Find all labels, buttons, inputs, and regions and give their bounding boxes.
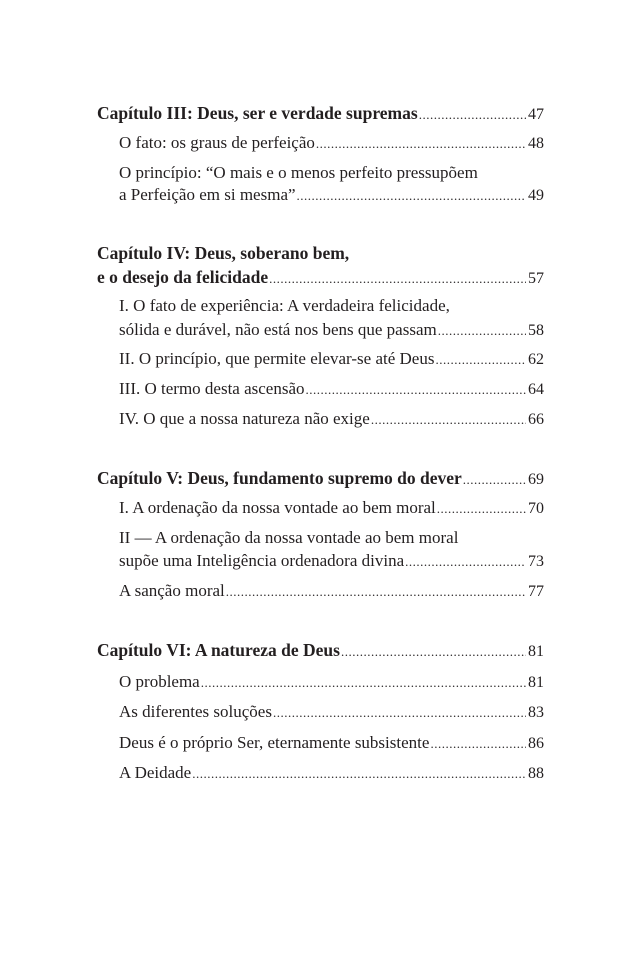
page-number: 73 [528, 553, 544, 570]
chapter-title: e o desejo da felicidade [97, 267, 269, 287]
dot-leader [419, 105, 526, 125]
entry-title: a Perfeição em si mesma” [119, 185, 296, 204]
toc-entry [119, 133, 544, 154]
entry-title-line: I. O fato de experiência: A verdadeira felicidade, [119, 296, 450, 315]
entry-title-line: II — A ordenação da nossa vontade ao bem moral [119, 528, 459, 547]
dot-leader [273, 703, 526, 723]
toc-entry [119, 763, 544, 784]
entry-title: IV. O que a nossa natureza não exige [119, 409, 370, 428]
toc-entry [119, 409, 544, 430]
toc-entry [119, 498, 544, 519]
page-number: 66 [528, 411, 544, 428]
toc-entry [119, 581, 544, 602]
toc-entry [119, 379, 544, 400]
entry-title: O problema [119, 672, 200, 691]
entry-title: Deus é o próprio Ser, eternamente subsistente [119, 733, 430, 752]
dot-leader [435, 350, 526, 370]
dot-leader [306, 380, 526, 400]
page-number: 49 [528, 187, 544, 204]
entry-title: supõe uma Inteligência ordenadora divina [119, 551, 405, 570]
page-number: 47 [528, 106, 544, 123]
page-number: 77 [528, 583, 544, 600]
toc-entry [119, 349, 544, 370]
toc-entry [119, 733, 544, 754]
page-number: 58 [528, 322, 544, 339]
page-number: 81 [528, 643, 544, 660]
chapter-title: Capítulo VI: A natureza de Deus [97, 640, 340, 660]
entry-title: sólida e durável, não está nos bens que passam [119, 320, 437, 339]
entry-title: I. A ordenação da nossa vontade ao bem moral [119, 498, 436, 517]
entry-title-line: O princípio: “O mais e o menos perfeito pressupõem [119, 163, 478, 182]
page-number: 70 [528, 500, 544, 517]
toc-entry [119, 551, 544, 572]
entry-title: II. O princípio, que permite elevar-se até Deus [119, 349, 435, 368]
dot-leader [405, 552, 526, 572]
dot-leader [463, 470, 526, 490]
page-number: 88 [528, 765, 544, 782]
dot-leader [430, 734, 526, 754]
toc-entry [119, 185, 544, 206]
chapter-title-line: Capítulo IV: Deus, soberano bem, [97, 243, 350, 263]
entry-title: III. O termo desta ascensão [119, 379, 305, 398]
page-number: 83 [528, 704, 544, 721]
dot-leader [269, 269, 526, 289]
toc-chapter-heading [97, 267, 544, 289]
dot-leader [437, 499, 526, 519]
page-number: 64 [528, 381, 544, 398]
entry-title: A Deidade [119, 763, 192, 782]
dot-leader [201, 673, 526, 693]
page-number: 57 [528, 270, 544, 287]
dot-leader [297, 186, 526, 206]
entry-title: O fato: os graus de perfeição [119, 133, 315, 152]
toc-entry [119, 672, 544, 693]
page-number: 86 [528, 735, 544, 752]
entry-title: A sanção moral [119, 581, 225, 600]
page-number: 81 [528, 674, 544, 691]
toc-chapter-heading [97, 468, 544, 490]
dot-leader [192, 764, 526, 784]
toc-entry [119, 702, 544, 723]
chapter-title: Capítulo V: Deus, fundamento supremo do dever [97, 468, 462, 488]
dot-leader [438, 321, 526, 341]
chapter-title: Capítulo III: Deus, ser e verdade supremas [97, 103, 418, 123]
dot-leader [341, 642, 526, 662]
page-number: 48 [528, 135, 544, 152]
dot-leader [316, 134, 526, 154]
dot-leader [226, 582, 526, 602]
toc-chapter-heading [97, 103, 544, 125]
toc-chapter-heading [97, 640, 544, 662]
page-number: 69 [528, 471, 544, 488]
dot-leader [371, 410, 526, 430]
toc-entry [119, 320, 544, 341]
page-number: 62 [528, 351, 544, 368]
entry-title: As diferentes soluções [119, 702, 272, 721]
